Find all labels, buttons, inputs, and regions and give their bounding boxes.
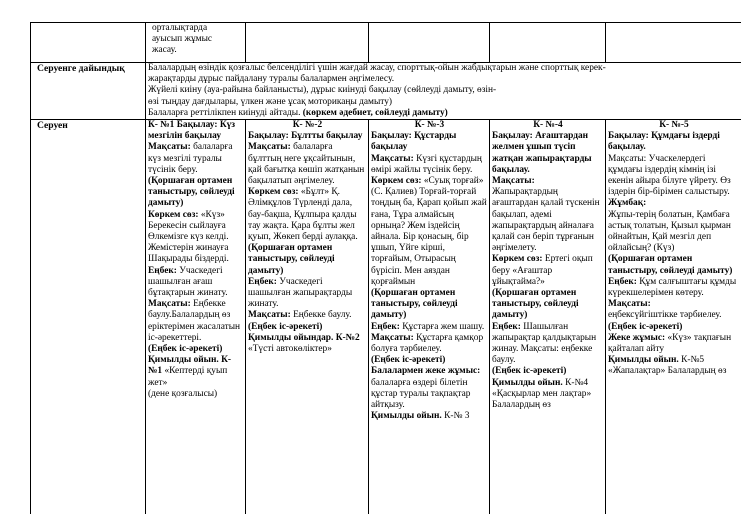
walk-prep-text: Балалардың өзіндік қозғалыс белсенділігі үшін жағдай жасау, спорттық-ойын жабдықтарын және спорттық керек- жарақтарды дұрыс пайдалану туралы балалармен әңгімелесу. Жүйелі киіну (ауа-райына байланысты), дұрыс киінуді бақылау (сөйлеуді дамыту, өзін- өзі тыңдау дағдылары, үлкен және ұсақ моторикаңы дамыту) Балаларға реттілікпен киінуді айтады. (көркем әдебиет, сөйлеуді дамыту) <box>146 63 742 120</box>
schedule-table-frame <box>30 22 741 514</box>
walk-prep-label: Серуенге дайындық <box>31 63 146 120</box>
day-1-cell: К- №1 Бақылау: Күз мезгілін бақылау Мақсаты: балаларға күз мезгілі туралы түсінік беру. (Қоршаған ортамен таныстыру, сөйлеуді дамыту) Көркем сөз: «Күз» Берекесін сыйлауға Өлкемізге күз келді. Жемістерін жинауға Шақырады біздерді. Еңбек: Учаскедегі шашылған ағаш бұтақтарын жинату. Мақсаты: Еңбекке баулу.Балалардың өз еріктерімен жасалатын іс-әрекеттері. (Еңбек іс-әрекеті) Қимылды ойын. К-№1 «Кептерді қуып жет» (дене қозғалысы) <box>146 120 246 514</box>
day-2-cell: К- №-2 Бақылау: Бұлтты бақылау Мақсаты: балаларға бұлттың неге ұқсайтынын, қай бағытқа көшіп жатқанын бақылатып әңгімелеу. Көркем сөз: «Бұлт» Қ. Әлімқұлов Түрленді дала, бау-бақша, Құлпыра қалды тау жақта. Қара бұлты жел қуып, Жөкеп берді аулаққа. (Қоршаған ортамен таныстыру, сөйлеуді дамыту) Еңбек: Учаскедегі шашылған жапырақтарды жинату. Мақсаты: Еңбекке баулу. (Еңбек іс-әрекеті) Қимылды ойындар. К-№2 «Түсті автокөліктер» <box>246 120 369 514</box>
walk-label: Серуен <box>31 120 146 514</box>
table-row <box>31 120 742 514</box>
carryover-cell: орталықтарда ауысып жұмыс жасау. <box>146 23 246 63</box>
table-row <box>31 23 742 63</box>
day-5-cell: К- №-5 Бақылау: Құмдағы іздерді бақылау. Мақсаты: Учаскелердегі құмдағы іздердің кімнің ізі екенін айыра білуге үйрету. Өз іздерін бір-бірімен салыстыру. Жұмбақ: Жұпы-терің болатын, Қамбаға астық толатын, Қызыл қырман ойнайтын, Қай мезгіл деп ойлайсың? (Күз) (Қоршаған ортамен таныстыру, сөйлеуді дамыту) Еңбек: Құм салғыштағы құмды күрекшелерімен көтеру. Мақсаты: еңбексүйгіштікке тәрбиелеу. (Еңбек іс-әрекеті) Жеке жұмыс: «Күз» тақпағын қайталап айту Қимылды ойын. К-№5 «Жапалақтар» Балалардың өз <box>606 120 742 514</box>
day-3-cell: К- №-3 Бақылау: Құстарды бақылау Мақсаты: Күзгі құстардың өмірі жайлы түсінік беру. Көркем сөз: «Суық торғай» (С. Қалиев) Торғай-торғай тоңдың ба, Қарап қойып жай ғана, Тұра алмайсың орныңа? Жем іздейсің айнала. Бір қонасың, бір ұшып, Үйге кірші, торғайым, Отырасың бүрісіп. Мен аяздан қорғаймын (Қоршаған ортамен таныстыру, сөйлеуді дамыту) Еңбек: Құстарға жем шашу. Мақсаты: Құстарға қамқор болуға тәрбиелеу. (Еңбек іс-әрекеті) Балалармен жеке жұмыс: балаларға өздері білетін құстар туралы тақпақтар айтқызу. Қимылды ойын. К-№ 3 <box>369 120 490 514</box>
day-4-cell: К- №-4 Бақылау: Ағаштардан желмен ұшып түсіп жатқан жапырақтарды бақылау. Мақсаты: Жапырақтардың ағаштардан қалай түскенін бақылап, әдемі жапырақтардың айналаға қалай сән беріп тұрғанын әңгімелету. Көркем сөз: Ертегі оқып беру «Ағаштар ұйықтайма?» (Қоршаған ортамен таныстыру, сөйлеуді дамыту) Еңбек: Шашылған жапырақтар қалдықтарын жинау. Мақсаты: еңбекке баулу. (Еңбек іс-әрекеті) Қимылды ойын. К-№4 «Қасқырлар мен лақтар» Балалардың өз <box>490 120 606 514</box>
schedule-table <box>30 22 741 514</box>
table-row <box>31 63 742 120</box>
